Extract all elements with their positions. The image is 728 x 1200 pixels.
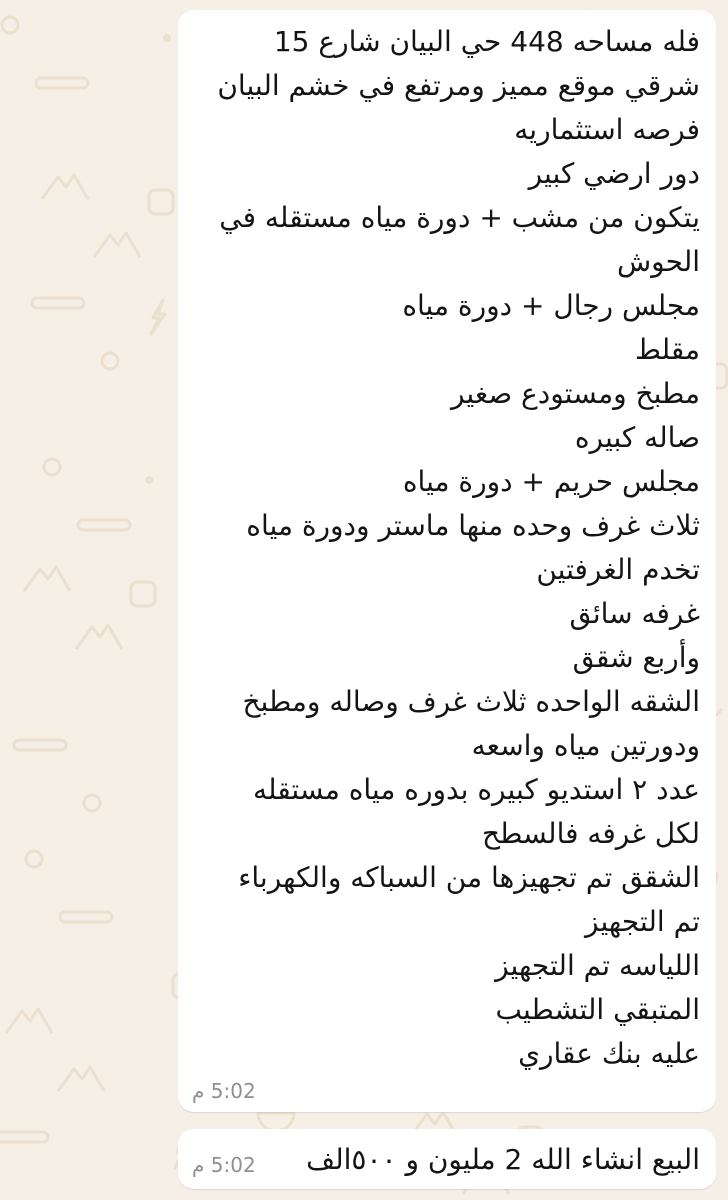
message-line: ودورتين مياه واسعه bbox=[471, 729, 700, 762]
message-list bbox=[178, 10, 716, 1189]
message-line: وأربع شقق bbox=[572, 641, 700, 674]
message-line: مجلس رجال + دورة مياه bbox=[402, 289, 700, 322]
message-line: مجلس حريم + دورة مياه bbox=[402, 465, 700, 498]
message-line: الشقه الواحده ثلاث غرف وصاله ومطبخ bbox=[242, 685, 700, 718]
message-line: فرصه استثماريه bbox=[514, 113, 700, 146]
message-line: المتبقي التشطيب bbox=[495, 993, 700, 1026]
message-line: عليه بنك عقاري bbox=[518, 1037, 700, 1070]
received-message-bubble-property-details[interactable] bbox=[178, 10, 716, 1112]
message-text bbox=[192, 20, 700, 1076]
message-line: الشقق تم تجهيزها من السباكه والكهرباء bbox=[238, 861, 700, 894]
message-line: اللياسه تم التجهيز bbox=[495, 949, 700, 982]
message-line: غرفه سائق bbox=[569, 597, 700, 630]
message-line: عدد ٢ استديو كبيره بدوره مياه مستقله bbox=[252, 773, 700, 806]
message-line: فله مساحه 448 حي البيان شارع 15 bbox=[273, 25, 700, 58]
message-timestamp: 5:02 م bbox=[192, 1079, 256, 1103]
message-line: صاله كبيره bbox=[574, 421, 700, 454]
message-timestamp: 5:02 م bbox=[192, 1153, 256, 1177]
message-line: الحوش bbox=[616, 245, 700, 278]
message-line: شرقي موقع مميز ومرتفع في خشم البيان bbox=[217, 69, 700, 102]
message-line: لكل غرفه فالسطح bbox=[482, 817, 700, 850]
message-line: دور ارضي كبير bbox=[528, 157, 700, 190]
message-line: مطبخ ومستودع صغير bbox=[450, 377, 700, 410]
message-line: مقلط bbox=[634, 333, 700, 366]
message-line: ثلاث غرف وحده منها ماستر ودورة مياه bbox=[246, 509, 700, 542]
message-line: تخدم الغرفتين bbox=[536, 553, 700, 586]
message-line: يتكون من مشب + دورة مياه مستقله في bbox=[219, 201, 700, 234]
received-message-bubble-price[interactable] bbox=[178, 1129, 716, 1189]
message-line: تم التجهيز bbox=[585, 905, 700, 938]
message-text: البيع انشاء الله 2 مليون و ٥٠٠الف bbox=[306, 1143, 700, 1176]
